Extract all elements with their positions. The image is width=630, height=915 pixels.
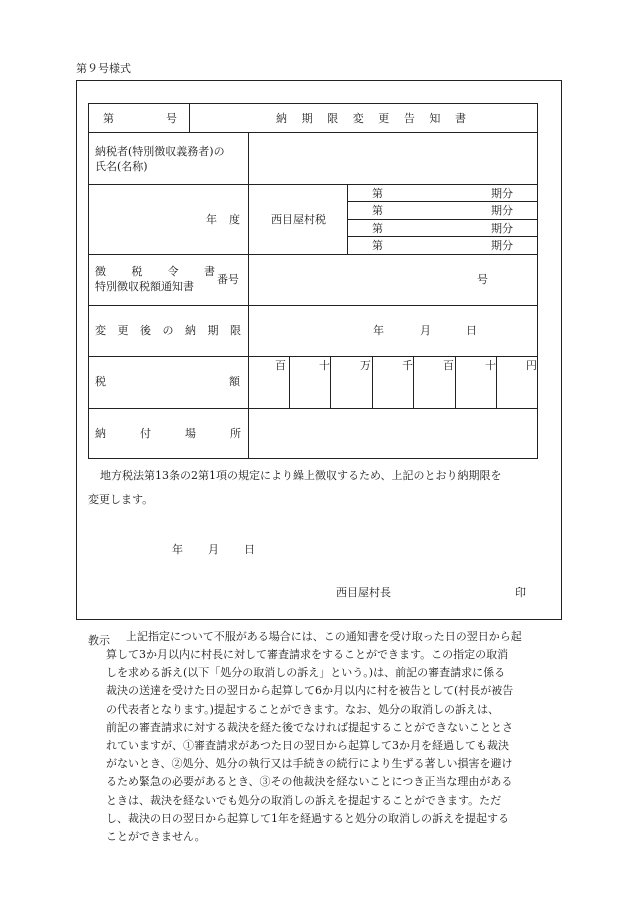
period-3-prefix: 第 (372, 222, 383, 235)
notice-line: し、裁決の日の翌日から起算して1年を経過すると処分の取消しの訴えを提起する (106, 811, 509, 825)
notice-label-1: 徴 税 令 書 (95, 265, 215, 278)
issue-year: 年 (172, 543, 183, 556)
notice-line: るため緊急の必要があるとき、③その他裁決を経ないことにつき正当な理由がある (106, 775, 513, 789)
form-number: 第９号様式 (76, 62, 131, 75)
notice-line: ときは、裁決を経ないでも処分の取消しの訴えを提起することができます。ただ (106, 793, 502, 807)
unit-juu-1: 十 (319, 359, 330, 372)
notice-line: ことができません。 (106, 830, 206, 844)
notice-number-suffix: 号 (477, 273, 488, 286)
notice-line: がないとき、②処分、処分の執行又は手続きの続行により生ずる著しい損害を避け (106, 757, 513, 771)
notice-label: 教示 (88, 634, 110, 647)
notice-label-side: 番号 (217, 273, 239, 286)
tax-amount-label-left: 税 (95, 375, 106, 388)
taxpayer-label-2: 氏名(名称) (95, 160, 148, 173)
seal: 印 (515, 586, 526, 599)
period-4-suffix: 期分 (491, 239, 513, 252)
statement-line-1: 地方税法第13条の2第1項の規定により繰上徴収するため、上記のとおり納期限を (100, 469, 502, 482)
tax-amount-label-right: 額 (229, 375, 240, 388)
issue-day: 日 (244, 543, 255, 556)
unit-man: 万 (360, 359, 371, 372)
due-day: 日 (466, 324, 477, 337)
unit-yen: 円 (526, 359, 537, 372)
period-1-suffix: 期分 (491, 187, 513, 200)
notice-line: れていますが、①審査請求があつた日の翌日から起算して3か月を経過しても裁決 (106, 739, 509, 753)
period-2-prefix: 第 (372, 204, 383, 217)
period-1-prefix: 第 (372, 187, 383, 200)
period-3-suffix: 期分 (491, 222, 513, 235)
unit-sen: 千 (402, 359, 413, 372)
unit-juu-2: 十 (485, 359, 496, 372)
notice-body (126, 628, 556, 646)
tax-name: 西目屋村税 (271, 213, 326, 226)
new-due-label: 変 更 後 の 納 期 限 (95, 324, 241, 337)
notice-line: しを求める訴え(以下「処分の取消しの訴え」という。)は、前記の審査請求に係る (106, 666, 506, 680)
period-4-prefix: 第 (372, 239, 383, 252)
notice-line: 前記の審査請求に対する裁決を経た後でなければ提起することができないこととさ (106, 720, 513, 734)
statement-line-2: 変更します。 (88, 493, 154, 506)
notice-line: 上記指定について不服がある場合には、この通知書を受け取った日の翌日から起 (126, 630, 522, 643)
issuer: 西目屋村長 (336, 586, 391, 599)
unit-hyaku-1: 百 (275, 359, 286, 372)
notice-table (88, 103, 538, 459)
due-month: 月 (420, 324, 431, 337)
fiscal-year-label: 年 度 (206, 213, 240, 226)
document-title: 納 期 限 変 更 告 知 書 (276, 112, 466, 125)
notice-line: の代表者となります。)提起することができます。なお、処分の取消しの訴えは、 (106, 702, 500, 716)
number-suffix: 号 (166, 112, 177, 125)
payment-place-label: 納 付 場 所 (95, 427, 241, 440)
notice-label-2: 特別徴収税額通知書 (95, 280, 194, 293)
notice-continued (106, 646, 556, 846)
notice-line: 算して3か月以内に村長に対して審査請求をすることができます。この指定の取消 (106, 648, 509, 661)
due-year: 年 (373, 324, 384, 337)
issue-month: 月 (208, 543, 219, 556)
taxpayer-label-1: 納税者(特別徴収義務者)の (95, 145, 225, 158)
number-prefix: 第 (103, 112, 114, 125)
unit-hyaku-2: 百 (443, 359, 454, 372)
notice-line: 裁決の送達を受けた日の翌日から起算して6か月以内に村を被告として(村長が被告 (106, 684, 514, 698)
period-2-suffix: 期分 (491, 204, 513, 217)
